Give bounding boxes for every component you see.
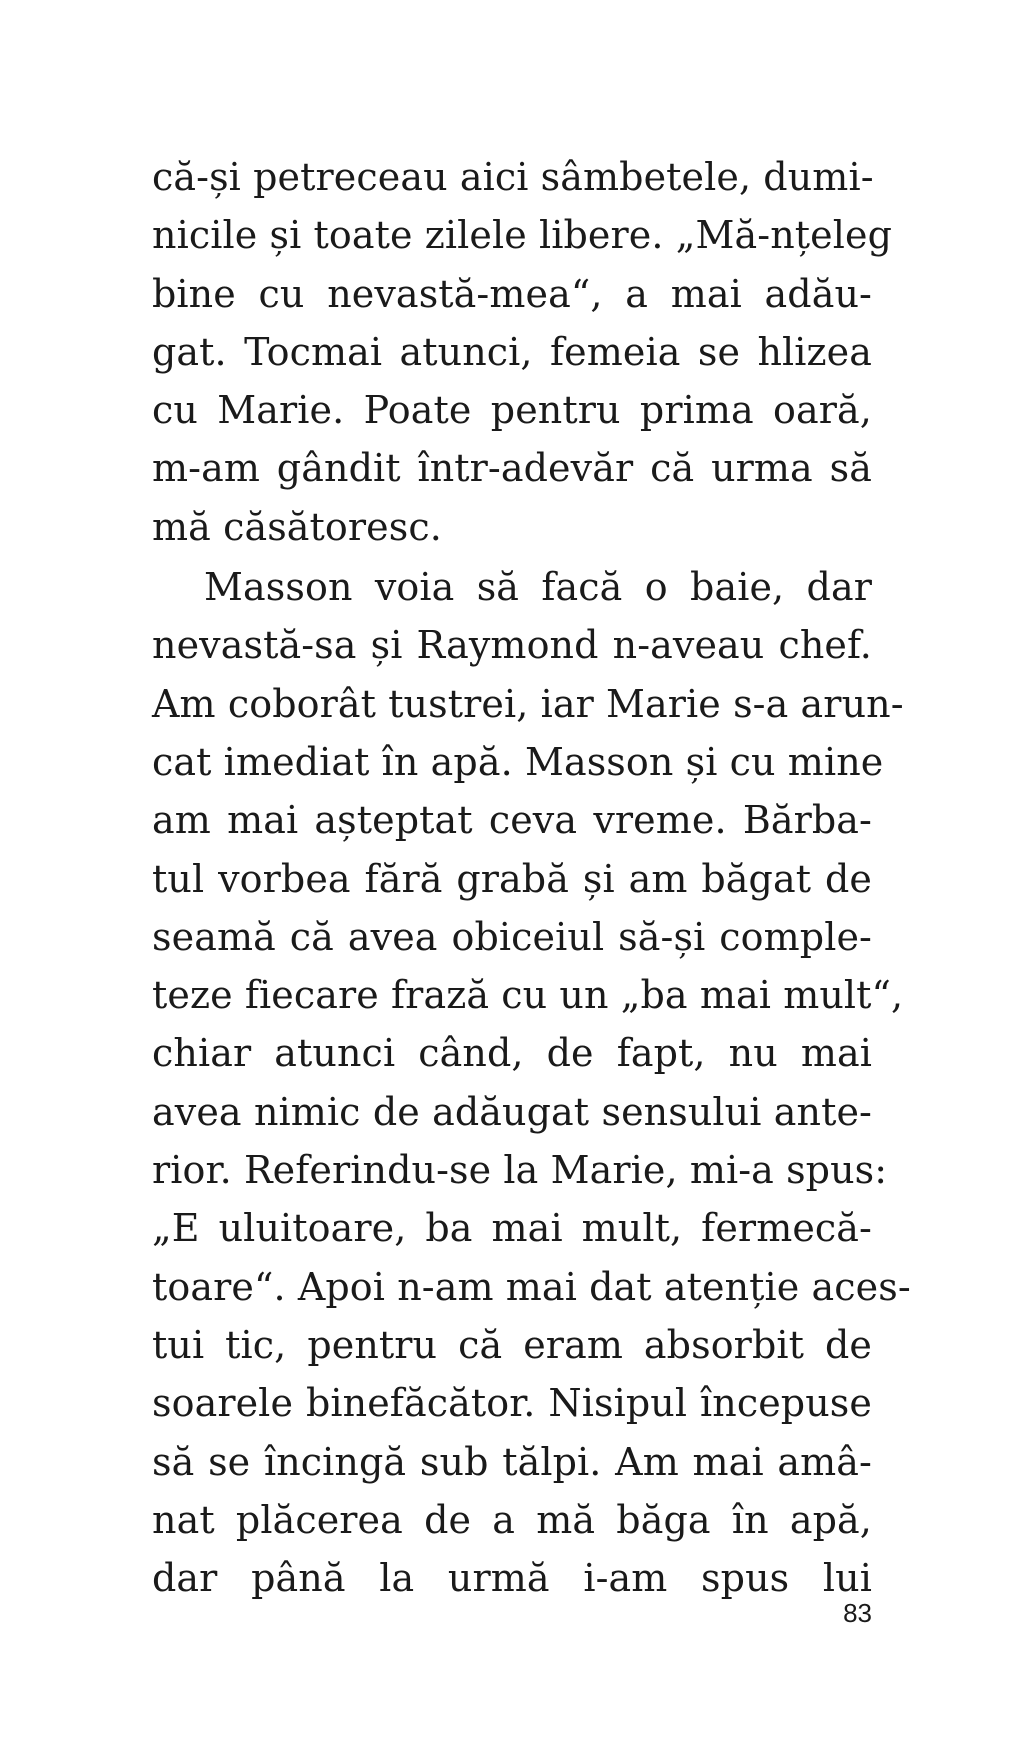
text-line: Am coborât tustrei, iar Marie s-a arun- bbox=[152, 681, 904, 726]
text-line: „E uluitoare, ba mai mult, fermecă- bbox=[152, 1206, 872, 1251]
text-line: cat imediat în apă. Masson și cu mine bbox=[152, 739, 884, 784]
text-line: mă căsătoresc. bbox=[152, 504, 442, 549]
text-line: Masson voia să facă o baie, dar bbox=[204, 565, 872, 610]
text-line: nat plăcerea de a mă băga în apă, bbox=[152, 1497, 872, 1542]
text-line: nevastă-sa și Raymond n-aveau chef. bbox=[152, 623, 872, 668]
text-line: toare“. Apoi n-am mai dat atenție aces- bbox=[152, 1264, 911, 1309]
page-number: 83 bbox=[843, 1598, 872, 1628]
text-line: tui tic, pentru că eram absorbit de bbox=[152, 1322, 872, 1367]
text-line: că-și petreceau aici sâmbetele, dumi- bbox=[152, 155, 874, 199]
text-line: tul vorbea fără grabă și am băgat de bbox=[152, 856, 872, 901]
paragraph-2 bbox=[152, 558, 911, 1607]
text-line: dar până la urmă i-am spus lui bbox=[152, 1556, 872, 1601]
text-line: cu Marie. Poate pentru prima oară, bbox=[152, 388, 872, 433]
text-line: chiar atunci când, de fapt, nu mai bbox=[152, 1031, 872, 1076]
text-line: am mai așteptat ceva vreme. Bărba- bbox=[152, 798, 872, 843]
text-line: să se încingă sub tălpi. Am mai amâ- bbox=[152, 1439, 872, 1484]
paragraph-1 bbox=[152, 148, 893, 556]
text-line: seamă că avea obiceiul să-și comple- bbox=[152, 914, 872, 959]
text-line: soarele binefăcător. Nisipul începuse bbox=[152, 1381, 872, 1426]
book-page-text bbox=[152, 148, 911, 1607]
text-line: avea nimic de adăugat sensului ante- bbox=[152, 1089, 872, 1134]
text-line: m-am gândit într-adevăr că urma să bbox=[152, 446, 872, 491]
text-line: bine cu nevastă-mea“, a mai adău- bbox=[152, 271, 872, 316]
text-line: teze fiecare frază cu un „ba mai mult“, bbox=[152, 973, 904, 1018]
text-line: nicile și toate zilele libere. „Mă-nțeleg bbox=[152, 213, 893, 258]
text-line: gat. Tocmai atunci, femeia se hlizea bbox=[152, 329, 872, 374]
text-line: rior. Referindu-se la Marie, mi-a spus: bbox=[152, 1148, 888, 1193]
